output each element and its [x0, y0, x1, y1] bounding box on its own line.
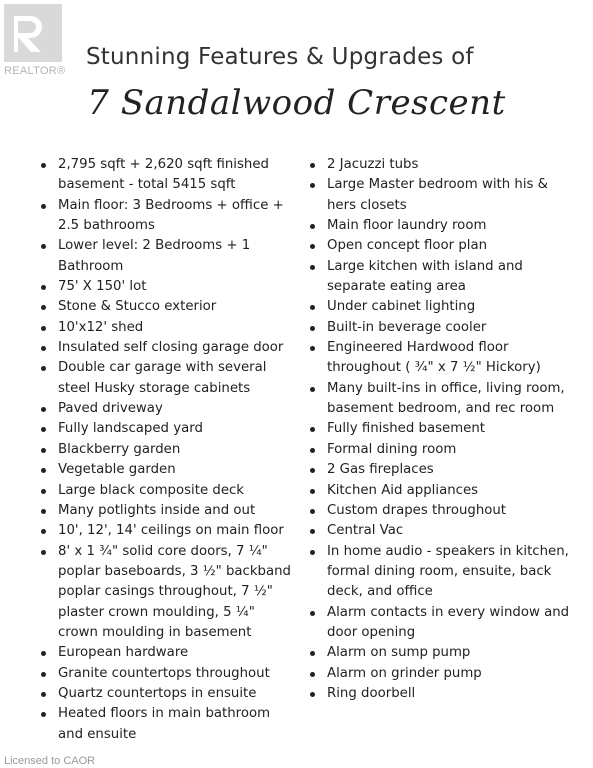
feature-item: Alarm on grinder pump — [309, 664, 577, 684]
feature-item: 10', 12', 14' ceilings on main floor — [40, 521, 298, 541]
feature-item: Alarm contacts in every window and door opening — [309, 603, 577, 644]
feature-item: Central Vac — [309, 521, 577, 541]
feature-item: Large kitchen with island and separate eating area — [309, 257, 577, 298]
feature-item: Ring doorbell — [309, 684, 577, 704]
feature-item: Many potlights inside and out — [40, 501, 298, 521]
feature-item: Open concept floor plan — [309, 236, 577, 256]
property-address: 7 Sandalwood Crescent — [87, 83, 506, 123]
feature-item: Double car garage with several steel Husky storage cabinets — [40, 358, 298, 399]
feature-item: 2,795 sqft + 2,620 sqft finished basement - total 5415 sqft — [40, 155, 298, 196]
realtor-logo-icon — [4, 4, 62, 62]
feature-item: Built-in beverage cooler — [309, 318, 577, 338]
feature-list-right — [309, 155, 577, 704]
feature-item: Many built-ins in office, living room, basement bedroom, and rec room — [309, 379, 577, 420]
realtor-logo — [4, 4, 64, 77]
feature-item: Lower level: 2 Bedrooms + 1 Bathroom — [40, 236, 298, 277]
license-text: Licensed to CAOR — [4, 755, 96, 767]
feature-item: European hardware — [40, 643, 298, 663]
feature-item: Large black composite deck — [40, 481, 298, 501]
feature-item: 10'x12' shed — [40, 318, 298, 338]
feature-item: Formal dining room — [309, 440, 577, 460]
feature-item: Custom drapes throughout — [309, 501, 577, 521]
feature-item: 8' x 1 ¾" solid core doors, 7 ¼" poplar baseboards, 3 ½" backband poplar casings throughout, 7 ½" plaster crown moulding, 5 ¼" crown moulding in basement — [40, 542, 298, 644]
feature-item: Under cabinet lighting — [309, 297, 577, 317]
feature-item: Alarm on sump pump — [309, 643, 577, 663]
feature-item: Main floor laundry room — [309, 216, 577, 236]
feature-list-left — [40, 155, 298, 745]
feature-item: 75' X 150' lot — [40, 277, 298, 297]
feature-item: Fully landscaped yard — [40, 419, 298, 439]
feature-item: Main floor: 3 Bedrooms + office + 2.5 bathrooms — [40, 196, 298, 237]
feature-item: Quartz countertops in ensuite — [40, 684, 298, 704]
feature-item: Blackberry garden — [40, 440, 298, 460]
feature-item: In home audio - speakers in kitchen, formal dining room, ensuite, back deck, and office — [309, 542, 577, 603]
feature-item: Granite countertops throughout — [40, 664, 298, 684]
feature-item: Kitchen Aid appliances — [309, 481, 577, 501]
feature-item: Large Master bedroom with his & hers closets — [309, 175, 577, 216]
feature-item: Insulated self closing garage door — [40, 338, 298, 358]
page-title: Stunning Features & Upgrades of — [86, 44, 474, 70]
feature-item: Heated floors in main bathroom and ensuite — [40, 704, 298, 745]
feature-item: 2 Jacuzzi tubs — [309, 155, 577, 175]
feature-item: Stone & Stucco exterior — [40, 297, 298, 317]
feature-item: Paved driveway — [40, 399, 298, 419]
feature-item: 2 Gas fireplaces — [309, 460, 577, 480]
feature-item: Engineered Hardwood floor throughout ( ¾" x 7 ½" Hickory) — [309, 338, 577, 379]
realtor-logo-text: REALTOR® — [4, 65, 66, 77]
feature-item: Vegetable garden — [40, 460, 298, 480]
feature-item: Fully finished basement — [309, 419, 577, 439]
